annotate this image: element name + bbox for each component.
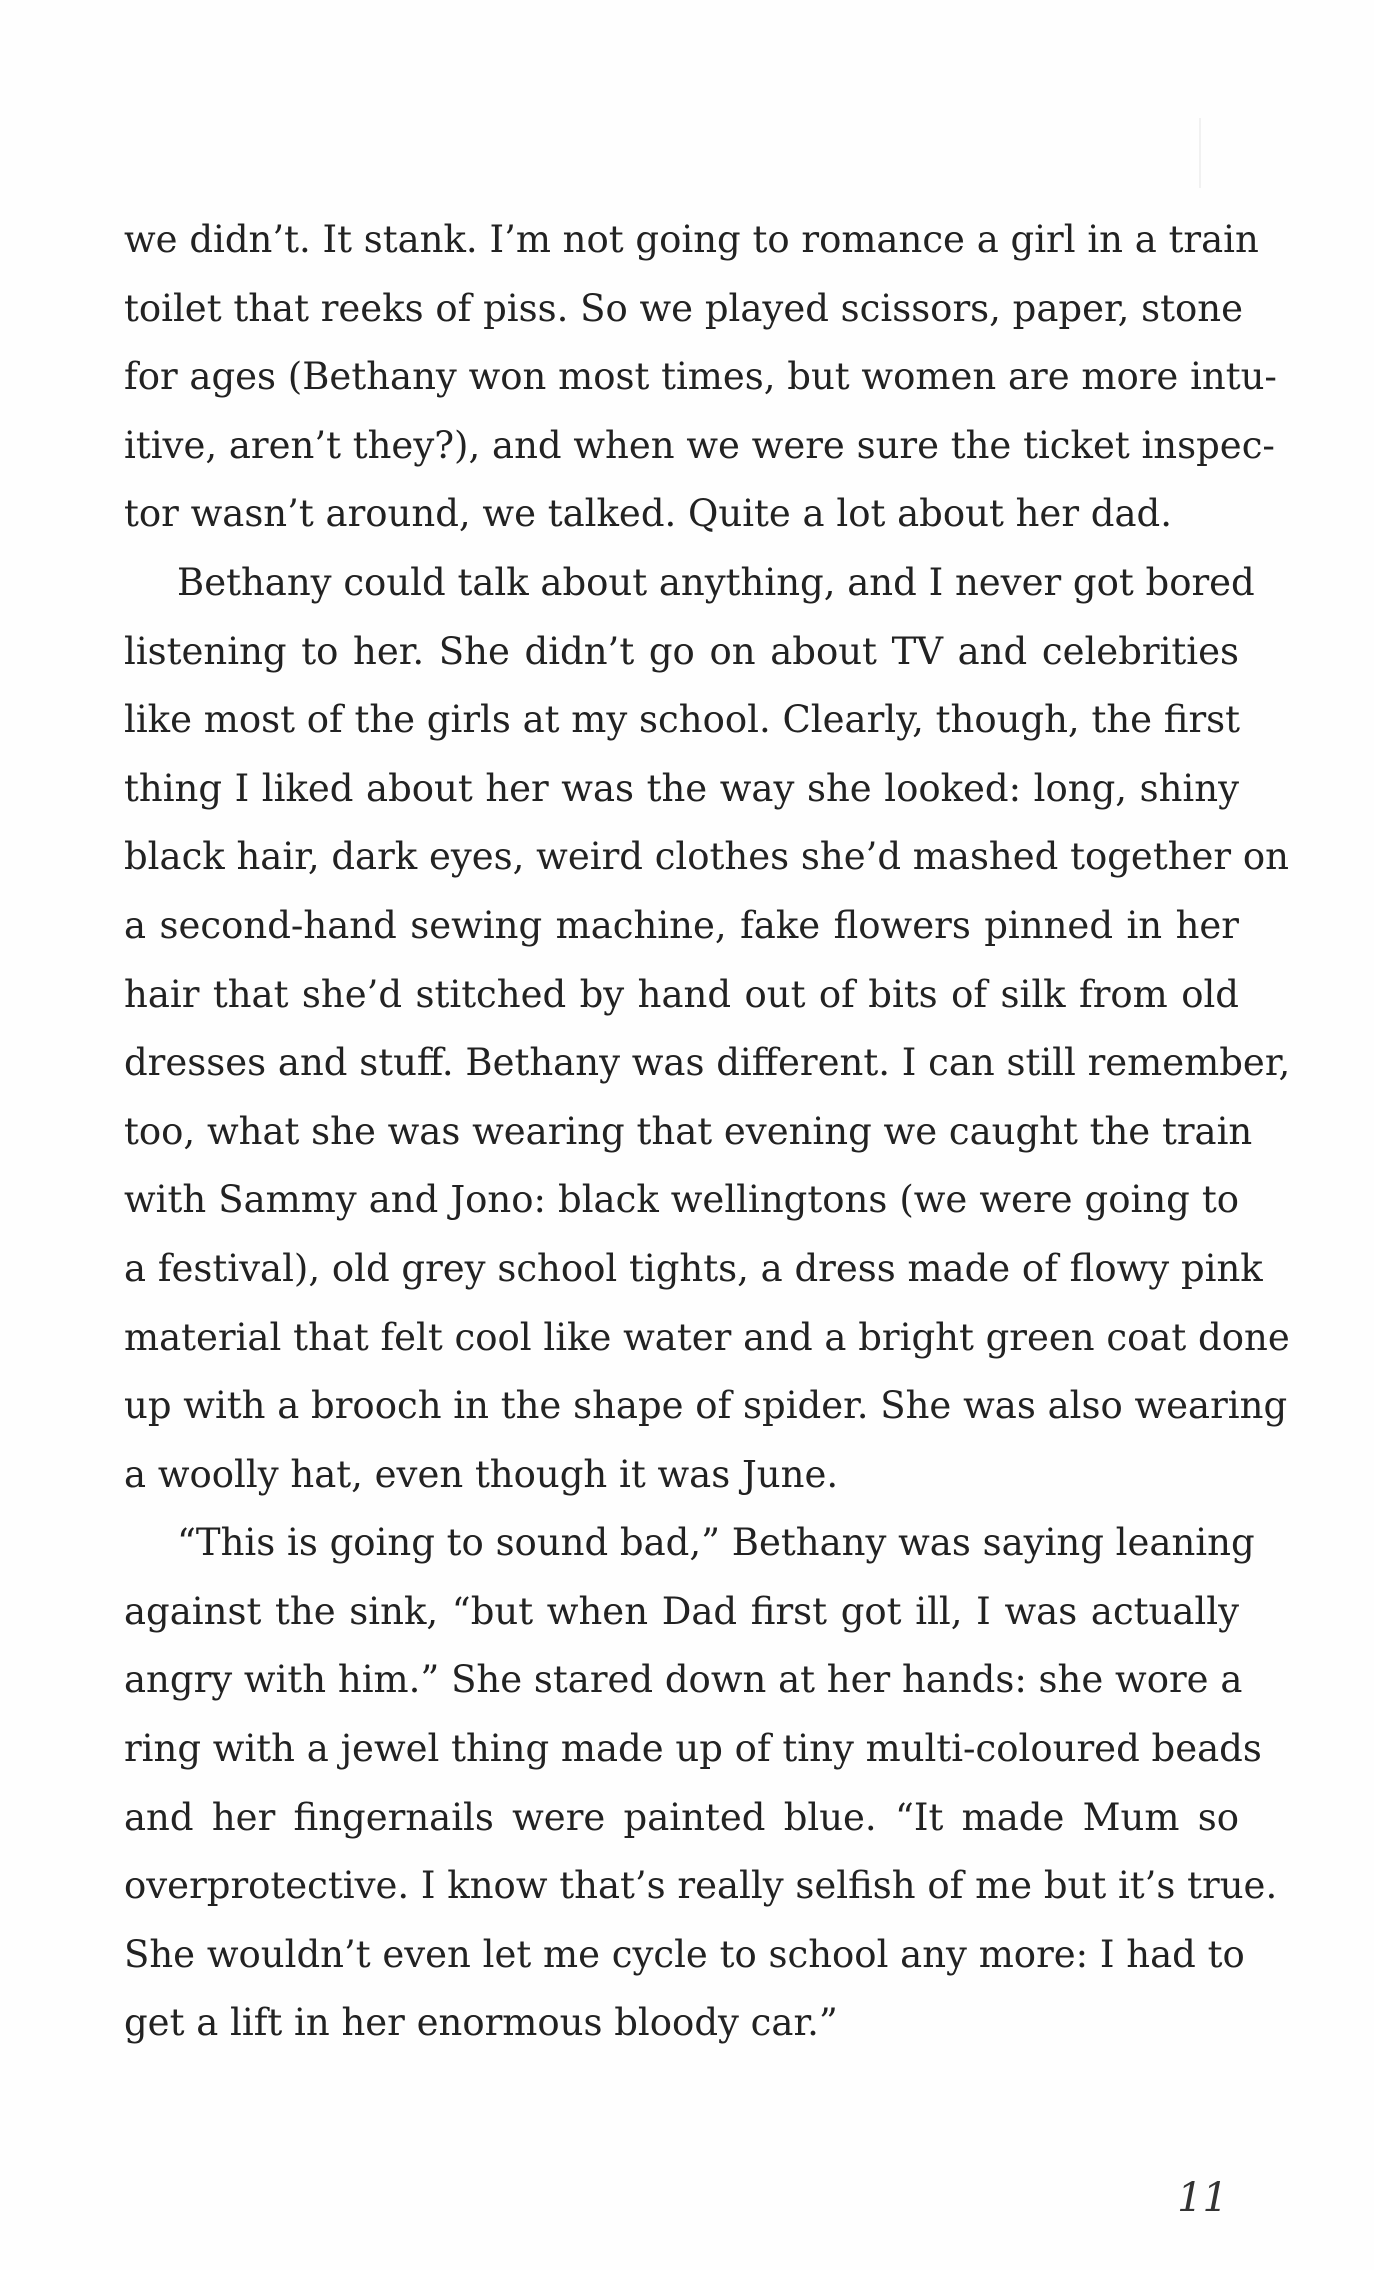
text-line: a festival), old grey school tights, a dress made of flowy pink: [124, 1246, 1263, 1290]
paragraph: [124, 549, 1291, 1509]
text-line: hair that she’d stitched by hand out of bits of silk from old: [124, 972, 1239, 1016]
text-line: tor wasn’t around, we talked. Quite a lot about her dad.: [124, 492, 1172, 536]
text-line: listening to her. She didn’t go on about TV and celebrities: [124, 629, 1239, 673]
paragraph: [124, 1509, 1278, 2058]
text-line: too, what she was wearing that evening we caught the train: [124, 1109, 1253, 1153]
body-text: [124, 206, 1291, 2058]
text-line: angry with him.” She stared down at her hands: she wore a: [124, 1658, 1243, 1702]
text-line: up with a brooch in the shape of spider. She was also wearing: [124, 1384, 1288, 1428]
text-line: toilet that reeks of piss. So we played scissors, paper, stone: [124, 286, 1243, 330]
text-line: itive, aren’t they?), and when we were sure the ticket inspec-: [124, 423, 1275, 467]
text-line: a woolly hat, even though it was June.: [124, 1452, 839, 1496]
scan-artifact: [1199, 118, 1201, 188]
text-line: we didn’t. It stank. I’m not going to romance a girl in a train: [124, 218, 1259, 261]
text-line: a second-hand sewing machine, fake flowers pinned in her: [124, 903, 1239, 947]
text-line: Bethany could talk about anything, and I never got bored: [177, 560, 1255, 604]
text-line: She wouldn’t even let me cycle to school any more: I had to: [124, 1932, 1245, 1976]
text-line: “This is going to sound bad,” Bethany was saying leaning: [177, 1521, 1255, 1565]
text-line: like most of the girls at my school. Clearly, though, the first: [124, 698, 1241, 742]
text-line: overprotective. I know that’s really selfish of me but it’s true.: [124, 1864, 1278, 1908]
text-line: against the sink, “but when Dad first got ill, I was actually: [124, 1589, 1239, 1633]
text-line: with Sammy and Jono: black wellingtons (we were going to: [124, 1178, 1239, 1222]
paragraph: [124, 206, 1277, 549]
text-line: get a lift in her enormous bloody car.”: [124, 2001, 838, 2045]
text-line: material that felt cool like water and a bright green coat done: [124, 1315, 1290, 1359]
text-line: for ages (Bethany won most times, but women are more intu-: [124, 355, 1277, 399]
text-line: thing I liked about her was the way she looked: long, shiny: [124, 766, 1239, 810]
text-line: black hair, dark eyes, weird clothes she’d mashed together on: [124, 835, 1289, 879]
text-line: dresses and stuff. Bethany was different. I can still remember,: [124, 1041, 1291, 1085]
text-line: and her fingernails were painted blue. “It made Mum so: [124, 1795, 1239, 1839]
page-number: 11: [1177, 2175, 1228, 2221]
text-line: ring with a jewel thing made up of tiny multi-coloured beads: [124, 1727, 1262, 1771]
